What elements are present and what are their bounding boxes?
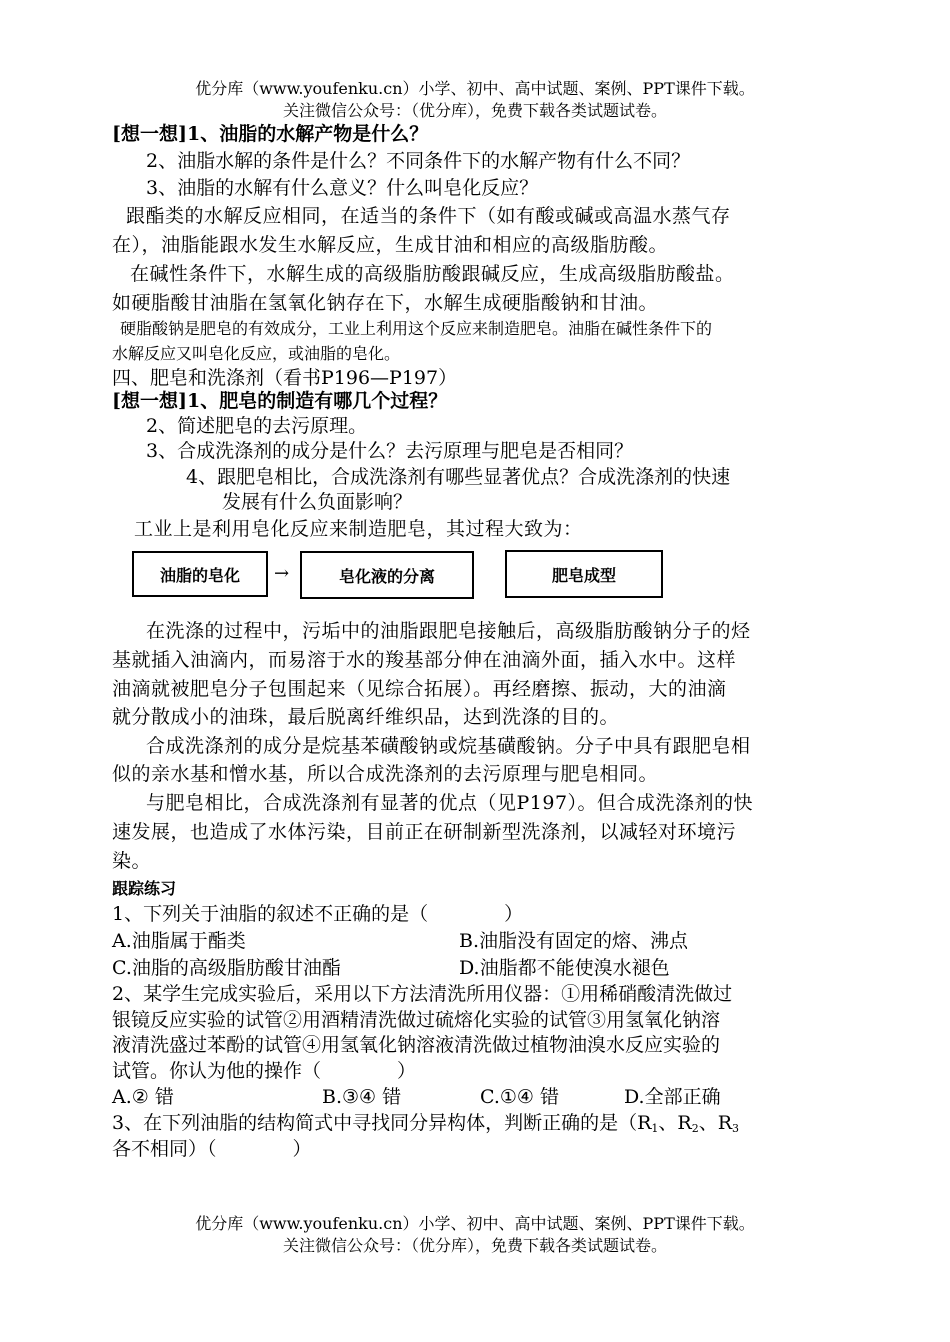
- practice-q2-l3: 液清洗盛过苯酚的试管④用氢氧化钠溶液清洗做过植物油溴水反应实验的: [112, 1034, 721, 1056]
- practice-q2-l2: 银镜反应实验的试管②用酒精清洗做过硫熔化实验的试管③用氢氧化钠溶: [112, 1009, 721, 1031]
- para-wash-l3: 油滴就被肥皂分子包围起来（见综合拓展）。再经磨擦、振动，大的油滴: [112, 678, 727, 700]
- section4-q1: [想一想]1、肥皂的制造有哪几个过程？: [112, 390, 448, 412]
- practice-title: 跟踪练习: [112, 879, 177, 898]
- subscript-1: 1: [651, 1122, 659, 1135]
- section4-q4a: 4、跟肥皂相比，合成洗涤剂有哪些显著优点？合成洗涤剂的快速: [186, 466, 731, 488]
- practice-q2-l1: 2、某学生完成实验后，采用以下方法清洗所用仪器：①用稀硝酸清洗做过: [112, 983, 733, 1005]
- para-wash-l2: 基就插入油滴内，而易溶于水的羧基部分伸在油滴外面，插入水中。这样: [112, 649, 737, 671]
- think1-q1: [想一想]1、油脂的水解产物是什么？: [112, 123, 429, 145]
- practice-q3-l2: 各不相同）（ ）: [112, 1138, 312, 1160]
- section4-q3: 3、合成洗涤剂的成分是什么？去污原理与肥皂是否相同？: [146, 440, 634, 462]
- para-compare-l2: 速发展，也造成了水体污染，目前正在研制新型洗涤剂，以减轻对环境污: [112, 821, 737, 843]
- para-wash-l1: 在洗涤的过程中，污垢中的油脂跟肥皂接触后，高级脂肪酸钠分子的烃: [146, 620, 751, 642]
- para-detergent-l1: 合成洗涤剂的成分是烷基苯磺酸钠或烷基磺酸钠。分子中具有跟肥皂相: [146, 735, 751, 757]
- practice-q2-l4: 试管。你认为他的操作（ ）: [112, 1060, 417, 1082]
- para-wash-l4: 就分散成小的油珠，最后脱离纤维织品，达到洗涤的目的。: [112, 706, 620, 728]
- para-hydrolysis-l1: 跟酯类的水解反应相同，在适当的条件下（如有酸或碱或高温水蒸气存: [126, 205, 731, 227]
- para-detergent-l2: 似的亲水基和憎水基，所以合成洗涤剂的去污原理与肥皂相同。: [112, 763, 659, 785]
- flow-step-3-label: 肥皂成型: [551, 565, 616, 585]
- flow-step-separation: [300, 551, 474, 599]
- practice-q3-l1: [112, 1108, 739, 1135]
- subscript-2: 2: [691, 1122, 699, 1135]
- flow-step-saponification: [132, 551, 268, 597]
- practice-q2-option-b: B.③④ 错: [322, 1086, 402, 1108]
- practice-q1-option-c: C.油脂的高级脂肪酸甘油酯: [112, 957, 341, 979]
- para-compare-l1: 与肥皂相比，合成洗涤剂有显著的优点（见P197）。但合成洗涤剂的快: [146, 792, 754, 814]
- para-compare-l3: 染。: [112, 850, 152, 872]
- footer-line-2: 关注微信公众号：（优分库），免费下载各类试题试卷。: [282, 1236, 667, 1255]
- header-line-1: 优分库（www.youfenku.cn）小学、初中、高中试题、案例、PPT课件下载。: [195, 79, 755, 98]
- practice-q1: 1、下列关于油脂的叙述不正确的是（ ）: [112, 903, 524, 925]
- para-hydrolysis-l2: 在），油脂能跟水发生水解反应，生成甘油和相应的高级脂肪酸。: [112, 234, 669, 256]
- think1-q3: 3、油脂的水解有什么意义？什么叫皂化反应？: [146, 177, 539, 199]
- practice-q1-option-a: A.油脂属于酯类: [112, 930, 246, 952]
- think1-q2: 2、油脂水解的条件是什么？不同条件下的水解产物有什么不同？: [146, 150, 691, 172]
- separator-r3: 、R: [698, 1112, 733, 1134]
- para-soap-l1: 硬脂酸钠是肥皂的有效成分，工业上利用这个反应来制造肥皂。油脂在碱性条件下的: [120, 319, 713, 338]
- practice-q2-option-d: D.全部正确: [624, 1086, 721, 1108]
- para-alkaline-l1: 在碱性条件下，水解生成的高级脂肪酸跟碱反应，生成高级脂肪酸盐。: [130, 263, 735, 285]
- practice-q2-option-a: A.② 错: [112, 1086, 174, 1108]
- section4-intro: 工业上是利用皂化反应来制造肥皂，其过程大致为：: [134, 518, 583, 540]
- para-alkaline-l2: 如硬脂酸甘油脂在氢氧化钠存在下，水解生成硬脂酸钠和甘油。: [112, 292, 659, 314]
- practice-q3-text: 3、在下列油脂的结构简式中寻找同分异构体，判断正确的是（R: [112, 1112, 652, 1134]
- header-line-2: 关注微信公众号：（优分库），免费下载各类试题试卷。: [282, 101, 667, 120]
- flow-step-forming: [505, 550, 663, 598]
- section4-title: 四、肥皂和洗涤剂（看书P196—P197）: [112, 367, 458, 389]
- flow-step-1-label: 油脂的皂化: [159, 565, 240, 585]
- practice-q1-option-d: D.油脂都不能使溴水褪色: [459, 957, 670, 979]
- section4-q4b: 发展有什么负面影响？: [222, 491, 413, 513]
- arrow-right-icon: →: [274, 563, 290, 584]
- footer-line-1: 优分库（www.youfenku.cn）小学、初中、高中试题、案例、PPT课件下载。: [195, 1214, 755, 1233]
- flow-step-2-label: 皂化液的分离: [338, 566, 435, 586]
- practice-q2-option-c: C.①④ 错: [480, 1086, 560, 1108]
- subscript-3: 3: [732, 1122, 740, 1135]
- para-soap-l2: 水解反应又叫皂化反应，或油脂的皂化。: [112, 344, 401, 363]
- separator-r2: 、R: [658, 1112, 692, 1134]
- practice-q1-option-b: B.油脂没有固定的熔、沸点: [459, 930, 689, 952]
- section4-q2: 2、简述肥皂的去污原理。: [146, 415, 368, 437]
